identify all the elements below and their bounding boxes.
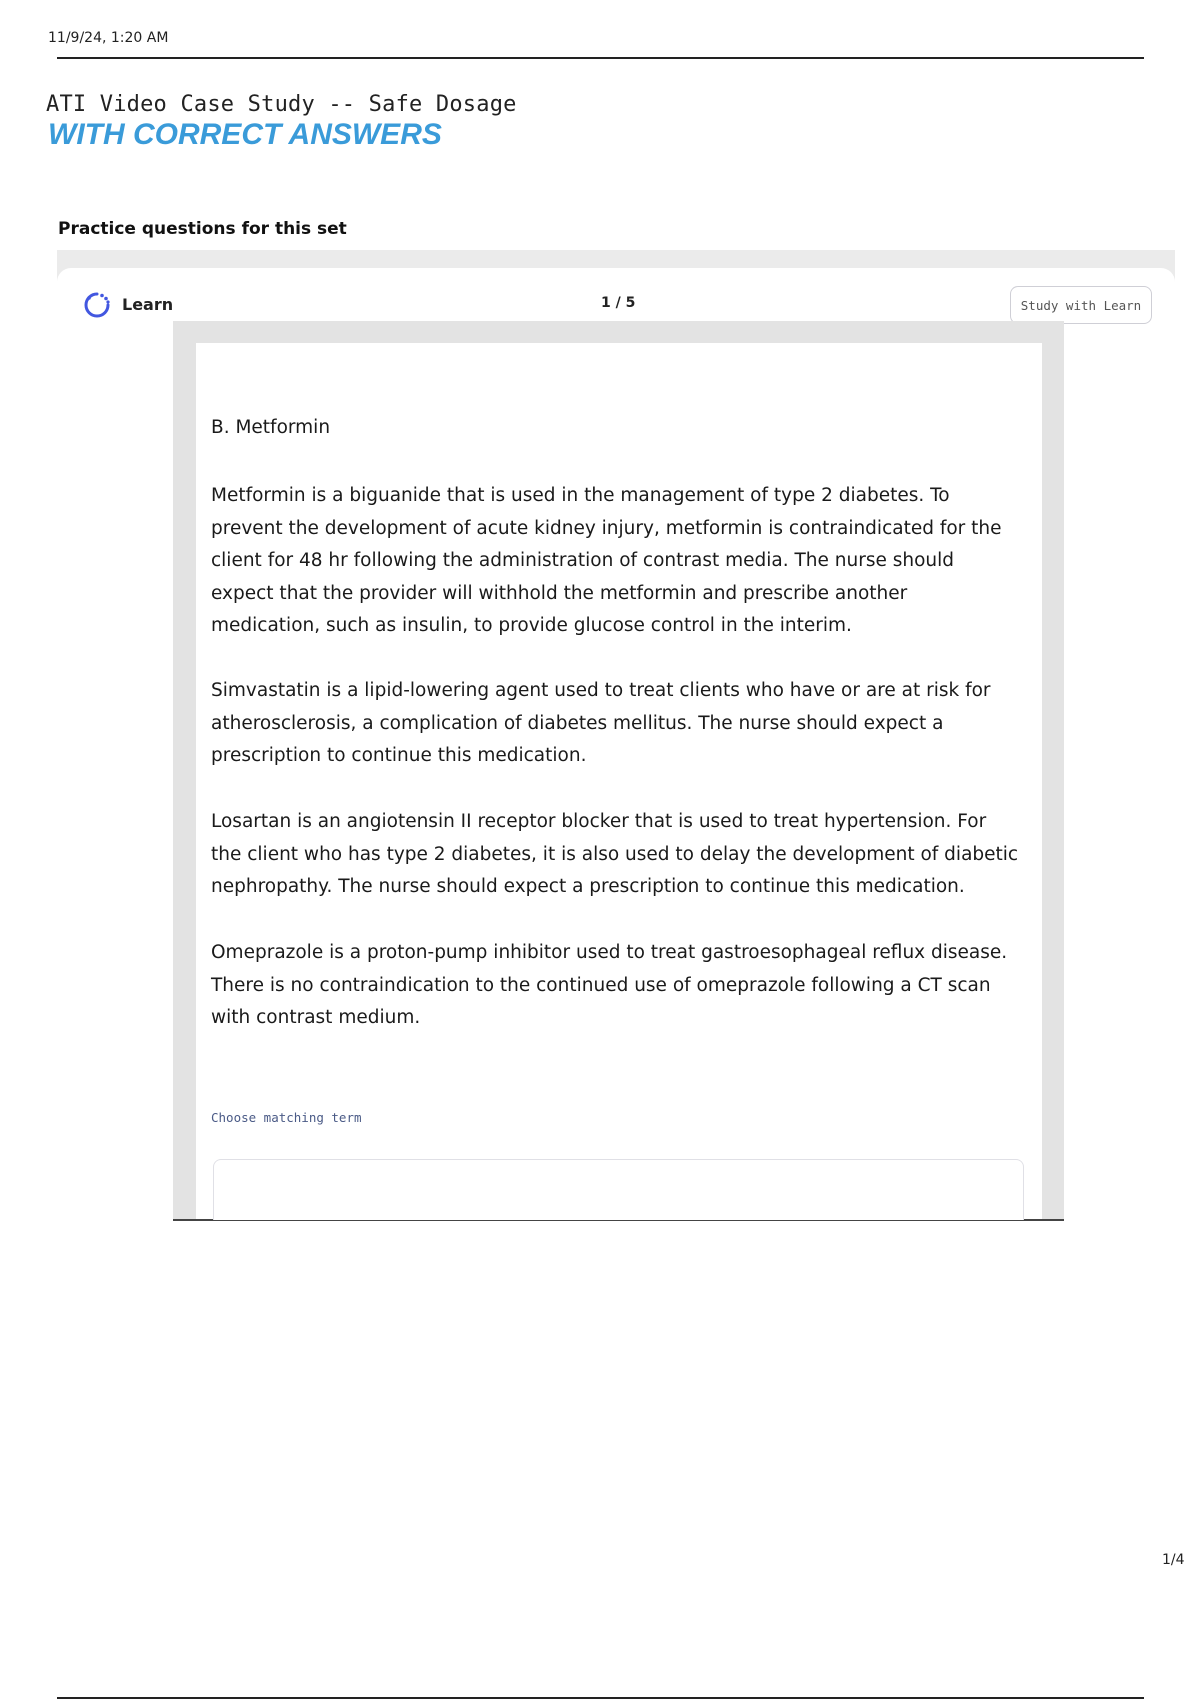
document-title: ATI Video Case Study -- Safe Dosage [46, 92, 517, 117]
rationale-paragraph: Losartan is an angiotensin II receptor blocker that is used to treat hypertension. For the client who has type 2 diabetes, it is also used to delay the development of diabetic nephropathy. The nurse should expect a prescription to continue this medication. [211, 811, 1019, 897]
card-face [196, 343, 1042, 1219]
document-subtitle: WITH CORRECT ANSWERS [48, 118, 442, 151]
page-number: 1/4 [1162, 1552, 1185, 1568]
choose-matching-term-label: Choose matching term [211, 1110, 362, 1125]
footer-divider [57, 1697, 1144, 1699]
study-with-learn-button[interactable]: Study with Learn [1010, 286, 1152, 324]
rationale-paragraph: Metformin is a biguanide that is used in the management of type 2 diabetes. To prevent the development of acute kidney injury, metformin is contraindicated for the client for 48 hr following the administration of contrast media. The nurse should expect that the provider will withhold the metformin and prescribe another medication, such as insulin, to provide glucose control in the interim. [211, 485, 1002, 636]
section-heading: Practice questions for this set [58, 219, 347, 239]
learn-icon [82, 290, 112, 320]
learn-mode-label: Learn [122, 295, 174, 314]
card-progress-counter: 1 / 5 [601, 295, 636, 311]
rationale-paragraph: Omeprazole is a proton-pump inhibitor used to treat gastroesophageal reflux disease. There is no contraindication to the continued use of omeprazole following a CT scan with contrast medium. [211, 942, 1008, 1028]
print-timestamp: 11/9/24, 1:20 AM [48, 30, 169, 46]
header-divider [57, 57, 1144, 59]
rationale-paragraph: Simvastatin is a lipid-lowering agent used to treat clients who have or are at risk for atherosclerosis, a complication of diabetes mellitus. The nurse should expect a prescription to continue this medication. [211, 680, 991, 766]
answer-title: B. Metformin [211, 417, 331, 438]
answer-option-box[interactable] [213, 1159, 1024, 1220]
